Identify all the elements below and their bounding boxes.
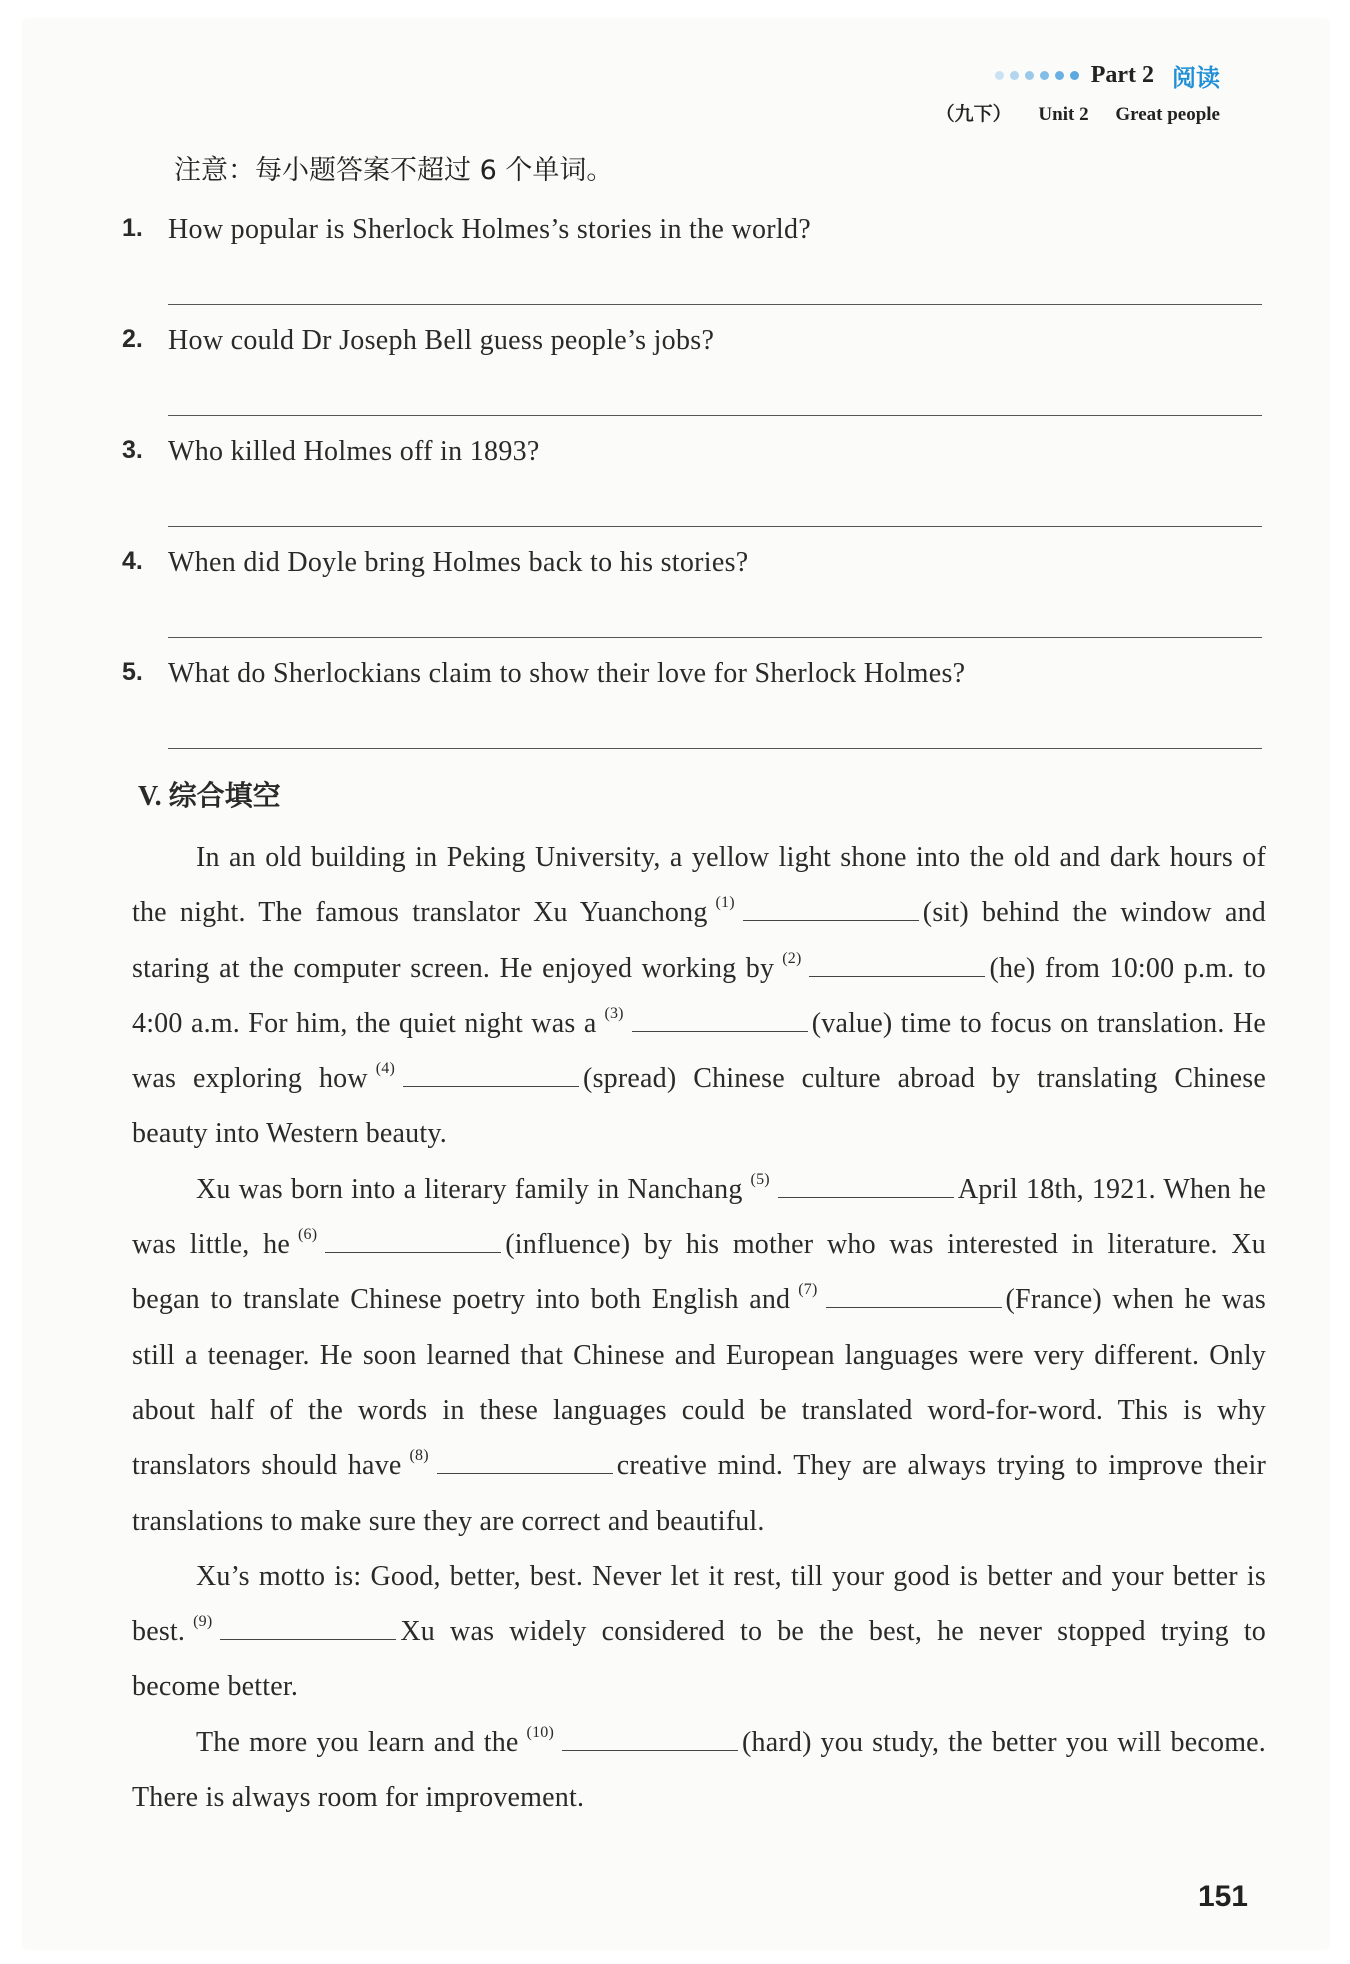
question-item <box>122 547 1262 658</box>
question-number: 3. <box>122 436 143 464</box>
page-header <box>936 58 1220 126</box>
decorative-dots <box>995 71 1079 80</box>
blank-10[interactable] <box>562 1728 738 1751</box>
question-text: How could Dr Joseph Bell guess people’s jobs? <box>168 325 715 356</box>
blank-number: (5) <box>750 1170 770 1188</box>
blank-number: (6) <box>297 1226 318 1244</box>
passage-paragraph-2: Xu was born into a literary family in Nanchang $^{(5)}$ April 18th, 1921. When he was little, he $^{(6)}$ (influence) by his mother who was interested in literature. Xu began to translate Chinese poetry into both English and $^{(7)}$ (France) when he was still a teenager. He soon learned that Chinese and European languages were very different. Only about half of the words in these languages could be translated word-for-word. This is why translators should have $^{(8)}$ creative mind. They are always trying to improve their translations to make sure they are correct and beautiful. <box>132 1170 1266 1537</box>
question-text: Who killed Holmes off in 1893? <box>168 436 540 467</box>
blank-number: (2) <box>782 949 802 967</box>
passage-paragraph-1: In an old building in Peking University, a yellow light shone into the old and dark hours of the night. The famous translator Xu Yuanchong $^{(1)}$ (sit) behind the window and staring at the computer screen. He enjoyed working by $^{(2)}$ (he) from 10:00 p.m. to 4:00 a.m. For him, the quiet night was a $^{(3)}$ (value) time to focus on translation. He was exploring how $^{(4)}$ (spread) Chinese culture abroad by translating Chinese beauty into Western beauty. <box>132 842 1266 1150</box>
blank-5[interactable] <box>778 1175 954 1198</box>
question-item <box>122 658 1262 769</box>
unit-title: Great people <box>1115 104 1220 125</box>
section-title: 综合填空 <box>168 779 281 812</box>
blank-8[interactable] <box>437 1451 613 1474</box>
question-item <box>122 214 1262 325</box>
blank-6[interactable] <box>325 1230 501 1253</box>
passage-paragraph-3: Xu’s motto is: Good, better, best. Never let it rest, till your good is better and your better is best. $^{(9)}$ Xu was widely considered to be the best, he never stopped trying to become better. <box>132 1560 1266 1703</box>
part-chinese-label: 阅读 <box>1172 64 1220 92</box>
answer-line[interactable] <box>168 304 1262 305</box>
blank-number: (4) <box>375 1060 396 1078</box>
section-heading <box>138 774 281 814</box>
question-number: 2. <box>122 325 143 353</box>
question-item <box>122 436 1262 547</box>
answer-line[interactable] <box>168 748 1262 749</box>
part-label: Part 2 <box>1090 62 1154 88</box>
blank-number: (3) <box>604 1004 624 1022</box>
unit-label: Unit 2 <box>1038 104 1089 125</box>
blank-number: (10) <box>526 1723 555 1741</box>
passage-paragraph-4: The more you learn and the $^{(10)}$ (hard) you study, the better you will become. There is always room for improvement. <box>132 1723 1266 1814</box>
blank-1[interactable] <box>743 898 919 921</box>
cloze-passage <box>132 830 1266 1825</box>
blank-number: (8) <box>409 1447 429 1465</box>
answer-note: 注意：每小题答案不超过 6 个单词。 <box>174 155 614 186</box>
question-number: 1. <box>122 214 143 242</box>
section-number: V. <box>138 781 162 812</box>
blank-number: (7) <box>798 1281 818 1299</box>
answer-line[interactable] <box>168 415 1262 416</box>
blank-number: (9) <box>193 1613 213 1631</box>
blank-4[interactable] <box>403 1064 579 1087</box>
blank-7[interactable] <box>826 1285 1002 1308</box>
blank-2[interactable] <box>809 954 985 977</box>
answer-line[interactable] <box>168 637 1262 638</box>
workbook-page <box>22 18 1330 1950</box>
question-text: What do Sherlockians claim to show their love for Sherlock Holmes? <box>168 658 966 689</box>
question-text: When did Doyle bring Holmes back to his stories? <box>168 547 749 578</box>
blank-3[interactable] <box>632 1009 808 1032</box>
page-number: 151 <box>1197 1880 1248 1913</box>
answer-line[interactable] <box>168 526 1262 527</box>
question-text: How popular is Sherlock Holmes’s stories in the world? <box>168 214 812 245</box>
question-number: 4. <box>122 547 143 575</box>
question-list <box>122 214 1262 769</box>
question-item <box>122 325 1262 436</box>
grade-label: （九下） <box>935 104 1012 125</box>
blank-number: (1) <box>715 894 735 912</box>
question-number: 5. <box>122 658 143 686</box>
blank-9[interactable] <box>220 1617 396 1640</box>
